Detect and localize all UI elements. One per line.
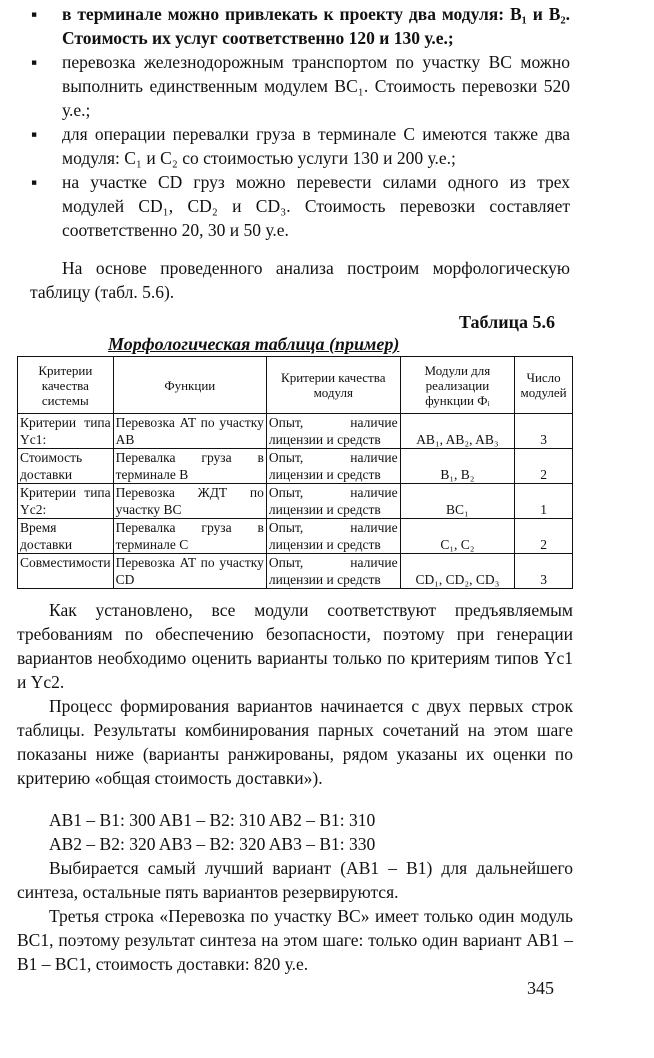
cell-criterion: Критерии типа Yc2: — [18, 484, 114, 519]
bullet-text: перевозка железнодорожным транспортом по участку BC можно выполнить единственным модулем BC₁. Стоимость перевозки 520 у.е.; — [62, 52, 570, 120]
table-number: Таблица 5.6 — [459, 312, 555, 332]
bullet-item — [30, 2, 570, 50]
cell-count: 2 — [515, 519, 573, 554]
cell-criterion: Критерии типа Yc1: — [18, 414, 114, 449]
cell-modules: CD₁, CD₂, CD₃ — [400, 554, 515, 589]
bullet-icon: ▪ — [31, 52, 38, 72]
bullet-item — [30, 122, 570, 170]
bullet-item — [30, 50, 570, 122]
cell-function: Перевозка AT по участку AB — [113, 414, 266, 449]
header-module-criteria: Критерии качества модуля — [266, 357, 400, 414]
page-number: 345 — [527, 978, 554, 998]
table-title: Морфологическая таблица (пример) — [108, 334, 400, 354]
cell-criterion: Стоимость доставки — [18, 449, 114, 484]
header-modules: Модули для реализации функции Фᵢ — [400, 357, 515, 414]
cell-count: 3 — [515, 414, 573, 449]
third-row-paragraph: Третья строка «Перевозка по участку BC» имеет только один модуль BC1, поэтому результат синтеза на этом шаге: только один вариант AB1 – B1 – BC1, стоимость доставки: 820 у.е. — [17, 906, 573, 974]
bullet-text: в терминале можно привлекать к проекту два модуля: B₁ и B₂. Стоимость их услуг соответственно 120 и 130 у.е.; — [62, 4, 570, 48]
bullet-icon: ▪ — [31, 172, 38, 192]
bullet-icon: ▪ — [31, 4, 38, 24]
cell-count: 3 — [515, 554, 573, 589]
cell-modules: B₁, B₂ — [400, 449, 515, 484]
cell-criterion: Время доставки — [18, 519, 114, 554]
cell-module-criterion: Опыт, наличие лицензии и средств — [266, 554, 400, 589]
cell-function: Перевозка AT по участку CD — [113, 554, 266, 589]
table-row — [18, 519, 573, 554]
cell-count: 1 — [515, 484, 573, 519]
intro-paragraph: На основе проведенного анализа построим морфологическую таблицу (табл. 5.6). — [30, 258, 570, 302]
cell-function: Перевозка ЖДТ по участку BC — [113, 484, 266, 519]
security-paragraph: Как установлено, все модули соответствуют предъявляемым требованиям по обеспечению безопасности, поэтому при генерации вариантов необходимо оценить варианты только по критериям типов Yc1 и Yc2. — [17, 600, 573, 692]
table-row — [18, 414, 573, 449]
best-variant-paragraph: Выбирается самый лучший вариант (AB1 – B1) для дальнейшего синтеза, остальные пять вариантов резервируются. — [17, 858, 573, 902]
cell-module-criterion: Опыт, наличие лицензии и средств — [266, 484, 400, 519]
bullet-text: для операции перевалки груза в терминале C имеются также два модуля: C₁ и C₂ со стоимостью услуги 130 и 200 у.е.; — [62, 124, 570, 168]
variants-line-1: AB1 – B1: 300 AB1 – B2: 310 AB2 – B1: 310 — [49, 810, 376, 830]
cell-modules: AB₁, AB₂, AB₃ — [400, 414, 515, 449]
table-row — [18, 449, 573, 484]
cell-function: Перевалка груза в терминале C — [113, 519, 266, 554]
morphological-table — [17, 356, 573, 589]
cell-modules: C₁, C₂ — [400, 519, 515, 554]
cell-module-criterion: Опыт, наличие лицензии и средств — [266, 414, 400, 449]
process-paragraph: Процесс формирования вариантов начинается с двух первых строк таблицы. Результаты комбинирования парных сочетаний на этом шаге показаны ниже (варианты ранжированы, рядом указаны их оценки по критерию «общая стоимость доставки»). — [17, 696, 573, 788]
header-module-count: Число модулей — [515, 357, 573, 414]
bullet-list — [30, 2, 570, 242]
header-system-criteria: Критерии качества системы — [18, 357, 114, 414]
cell-modules: BC₁ — [400, 484, 515, 519]
table-row — [18, 554, 573, 589]
cell-module-criterion: Опыт, наличие лицензии и средств — [266, 519, 400, 554]
header-functions: Функции — [113, 357, 266, 414]
cell-function: Перевалка груза в терминале B — [113, 449, 266, 484]
variants-line-2: AB2 – B2: 320 AB3 – B2: 320 AB3 – B1: 330 — [49, 834, 376, 854]
cell-count: 2 — [515, 449, 573, 484]
cell-module-criterion: Опыт, наличие лицензии и средств — [266, 449, 400, 484]
bullet-text: на участке CD груз можно перевести силами одного из трех модулей CD₁, CD₂ и CD₃. Стоимость перевозки составляет соответственно 20, 30 и 50 у.е. — [62, 172, 570, 240]
cell-criterion: Совместимости — [18, 554, 114, 589]
bullet-item — [30, 170, 570, 242]
table-row — [18, 484, 573, 519]
table-header-row — [18, 357, 573, 414]
bullet-icon: ▪ — [31, 124, 38, 144]
